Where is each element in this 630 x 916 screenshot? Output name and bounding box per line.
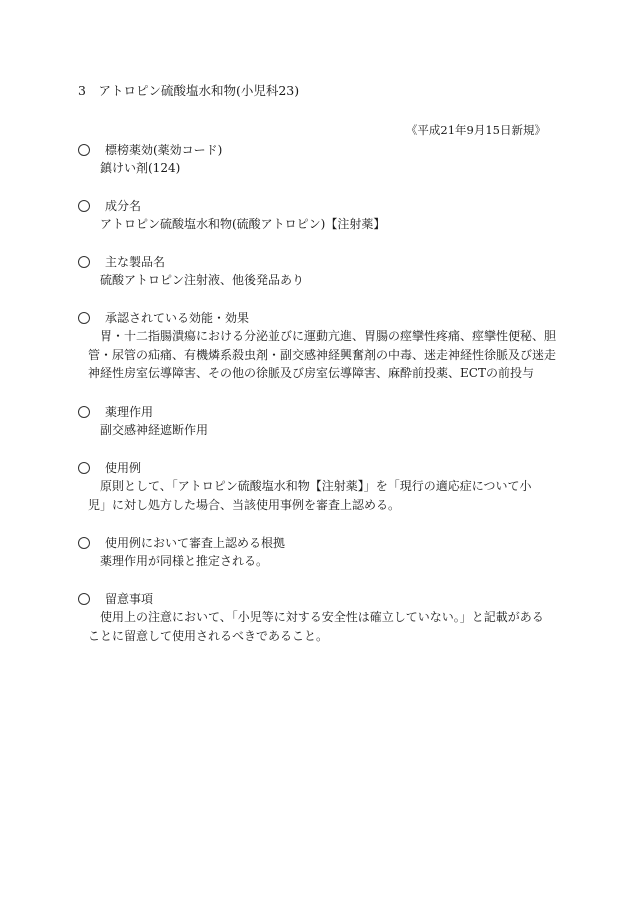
circle-bullet-icon bbox=[78, 200, 90, 212]
section-body: 薬理作用が同様と推定される。 bbox=[100, 554, 269, 568]
body-line: 管・尿管の疝痛、有機燐系殺虫剤・副交感神経興奮剤の中毒、迷走神経性徐脈及び迷走 bbox=[88, 347, 557, 362]
body-line: ことに留意して使用されるべきであること。 bbox=[88, 628, 329, 643]
circle-bullet-icon bbox=[78, 593, 90, 605]
body-line: 使用上の注意において、「小児等に対する安全性は確立していない。」と記載がある bbox=[100, 610, 544, 624]
section-body: アトロピン硫酸塩水和物(硫酸アトロピン)【注射薬】 bbox=[100, 217, 386, 231]
circle-bullet-icon bbox=[78, 256, 90, 268]
body-line: 原則として、「アトロピン硫酸塩水和物【注射薬】」を「現行の適応症について小 bbox=[100, 479, 532, 493]
section-indication-code bbox=[78, 141, 553, 178]
section-product-name bbox=[78, 253, 553, 290]
circle-bullet-icon bbox=[78, 462, 90, 474]
document-title: 3 アトロピン硫酸塩水和物(小児科23) bbox=[78, 83, 300, 98]
section-ingredient-name bbox=[78, 197, 553, 234]
section-body: 鎮けい剤(124) bbox=[100, 161, 181, 175]
circle-bullet-icon bbox=[78, 537, 90, 549]
section-body: 硫酸アトロピン注射液、他後発品あり bbox=[100, 273, 305, 287]
section-heading: 留意事項 bbox=[105, 592, 154, 606]
circle-bullet-icon bbox=[78, 144, 90, 156]
body-line: 胃・十二指腸潰瘍における分泌並びに運動亢進、胃腸の痙攣性疼痛、痙攣性便秘、胆 bbox=[100, 329, 557, 343]
body-line: 児」に対し処方した場合、当該使用事例を審査上認める。 bbox=[88, 497, 401, 512]
section-heading: 薬理作用 bbox=[105, 405, 154, 419]
section-body bbox=[78, 477, 553, 514]
circle-bullet-icon bbox=[78, 312, 90, 324]
document-date: 《平成21年9月15日新規》 bbox=[405, 123, 546, 137]
section-heading: 成分名 bbox=[105, 199, 142, 213]
section-heading: 使用例 bbox=[105, 461, 142, 475]
circle-bullet-icon bbox=[78, 406, 90, 418]
section-review-basis bbox=[78, 534, 553, 571]
body-line: 神経性房室伝導障害、その他の徐脈及び房室伝導障害、麻酔前投薬、ECTの前投与 bbox=[88, 366, 534, 380]
section-heading: 標榜薬効(薬効コード) bbox=[105, 143, 223, 157]
section-approved-indications bbox=[78, 309, 557, 383]
section-body: 副交感神経遮断作用 bbox=[100, 423, 209, 437]
section-heading: 使用例において審査上認める根拠 bbox=[105, 536, 286, 550]
section-body bbox=[78, 327, 557, 383]
section-body bbox=[78, 608, 553, 645]
section-heading: 主な製品名 bbox=[105, 255, 166, 269]
section-heading: 承認されている効能・効果 bbox=[105, 311, 250, 325]
section-usage-example bbox=[78, 459, 553, 514]
section-notes bbox=[78, 590, 553, 645]
section-pharmacology bbox=[78, 403, 553, 440]
